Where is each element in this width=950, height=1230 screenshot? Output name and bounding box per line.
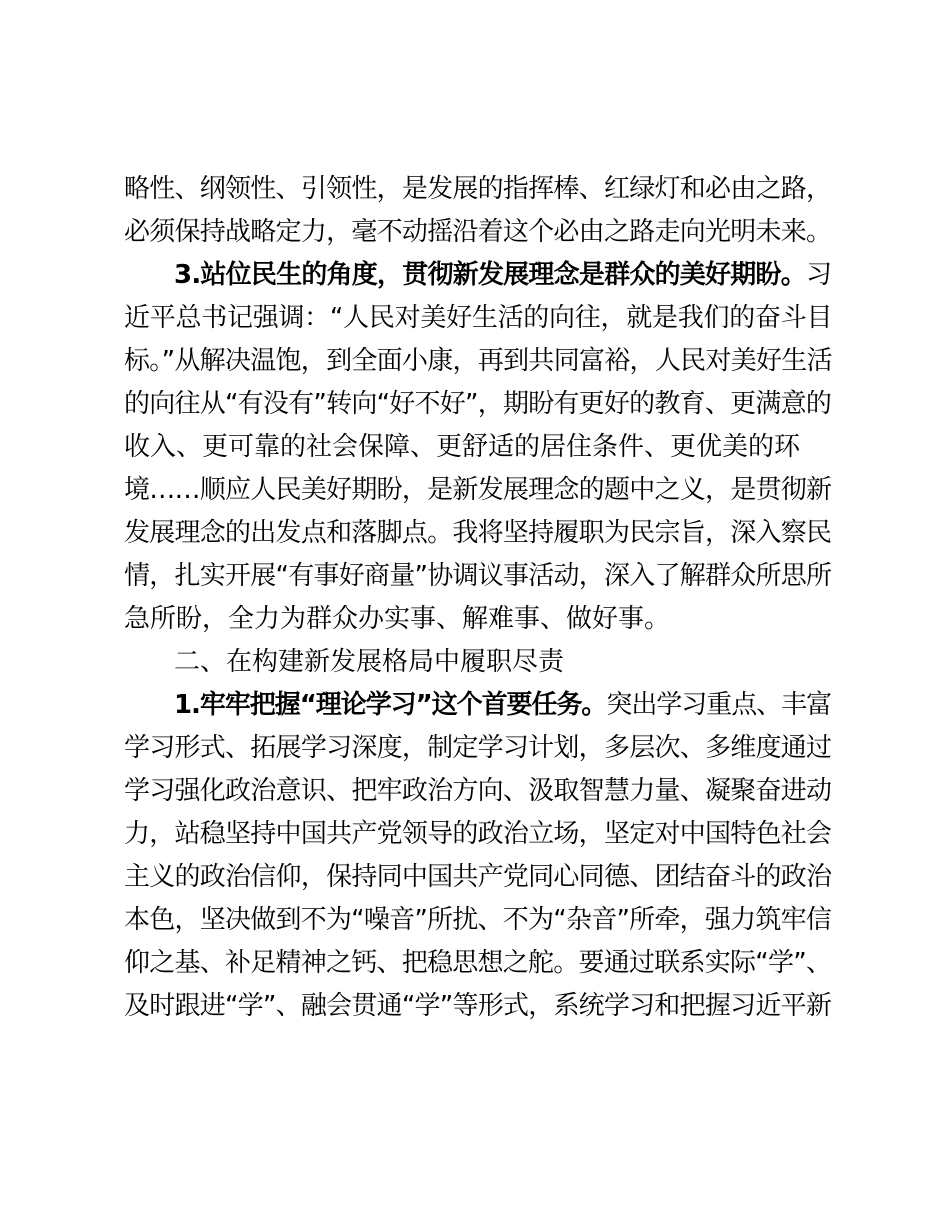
text-line: 学习形式、拓展学习深度，制定学习计划，多层次、多维度通过	[124, 733, 832, 763]
text-line: 近平总书记强调：“人民对美好生活的向往，就是我们的奋斗目	[124, 303, 833, 333]
text-run: 习	[805, 260, 832, 290]
text-line: 主义的政治信仰，保持同中国共产党同心同德、团结奋斗的政治	[124, 862, 832, 892]
text-run: 突出学习重点、丰富	[606, 690, 832, 720]
text-line: 本色，坚决做到不为“噪音”所扰、不为“杂音”所牵，强力筑牢信	[124, 905, 832, 935]
text-line: 发展理念的出发点和落脚点。我将坚持履职为民宗旨，深入察民	[124, 518, 832, 548]
text-line: 学习强化政治意识、把牢政治方向、汲取智慧力量、凝聚奋进动	[124, 776, 832, 806]
text-line: 必须保持战略定力，毫不动摇沿着这个必由之路走向光明未来。	[124, 217, 832, 247]
section-heading-bold: 1.牢牢把握“理论学习”这个首要任务。	[174, 690, 607, 720]
text-line: 收入、更可靠的社会保障、更舒适的居住条件、更优美的环	[124, 432, 801, 462]
section-heading-bold: 3.站位民生的角度，贯彻新发展理念是群众的美好期盼。	[174, 260, 806, 290]
text-line: 标。”从解决温饱，到全面小康，再到共同富裕，人民对美好生活	[124, 346, 832, 376]
text-line	[174, 684, 831, 726]
text-line: 急所盼，全力为群众办实事、解难事、做好事。	[124, 604, 671, 634]
section-heading: 二、在构建新发展格局中履职尽责	[174, 647, 565, 677]
text-line: 力，站稳坚持中国共产党领导的政治立场，坚定对中国特色社会	[124, 819, 832, 849]
text-line: 情，扎实开展“有事好商量”协调议事活动，深入了解群众所思所	[124, 561, 832, 591]
text-line: 的向往从“有没有”转向“好不好”，期盼有更好的教育、更满意的	[124, 389, 832, 419]
text-line: 及时跟进“学”、融会贯通“学”等形式，系统学习和把握习近平新	[124, 991, 832, 1021]
text-line: 境……顺应人民美好期盼，是新发展理念的题中之义，是贯彻新	[124, 475, 832, 505]
text-line: 略性、纲领性、引领性，是发展的指挥棒、红绿灯和必由之路，	[124, 174, 832, 204]
text-line	[174, 254, 831, 296]
text-line: 仰之基、补足精神之钙、把稳思想之舵。要通过联系实际“学”、	[124, 948, 832, 978]
